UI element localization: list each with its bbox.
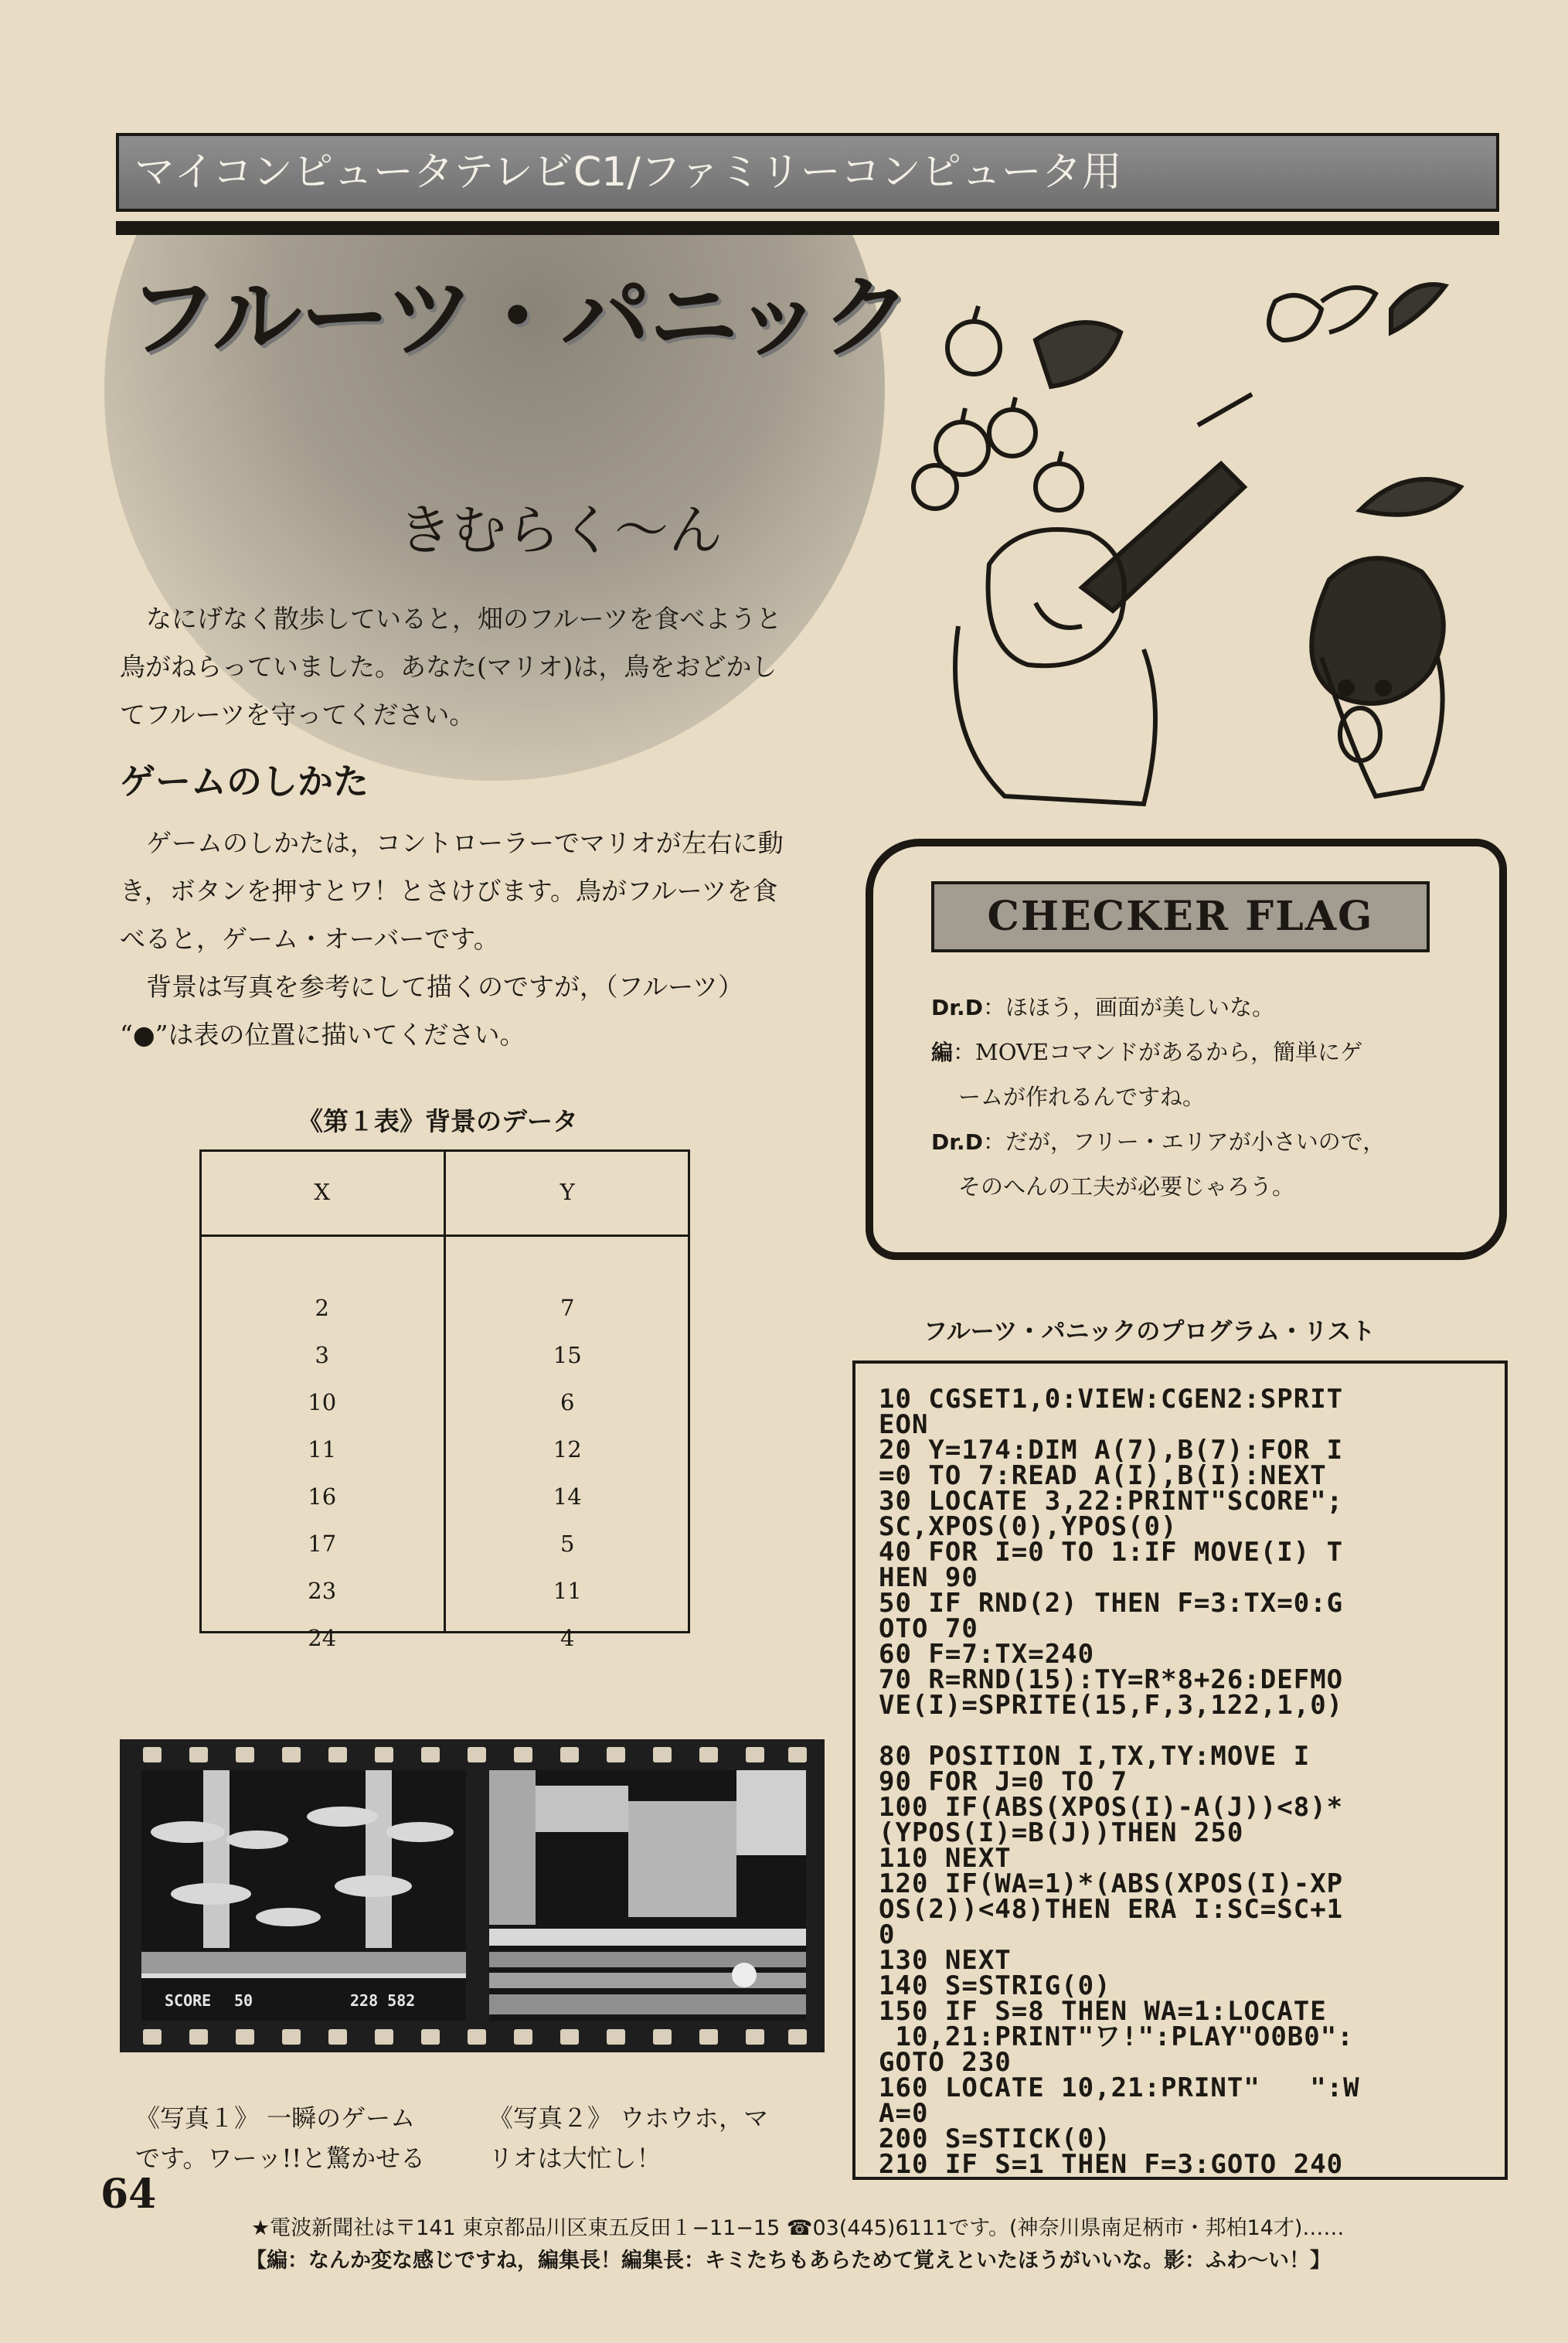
dialogue-line-4 xyxy=(931,1120,1385,1164)
listing-line: 200 S=STICK(0) xyxy=(879,2123,1111,2154)
game-screenshot-1 xyxy=(141,1770,466,2021)
listing-line: (YPOS(I)=B(J))THEN 250 xyxy=(879,1817,1244,1848)
intro-paragraph: なにげなく散歩していると，畑のフルーツを食べようと鳥がねらっていました。あなた(マリオ)は，鳥をおどかしてフルーツを守ってください。 xyxy=(120,604,782,730)
table-cell: 4 xyxy=(560,1624,575,1651)
table-cell: 7 xyxy=(560,1294,575,1321)
checker-flag-title: CHECKER FLAG xyxy=(931,881,1430,952)
series-band: マイコンピュータテレビC1/ファミリーコンピュータ用 xyxy=(116,133,1499,212)
howto-paragraph-3: “●”は表の位置に描いてください。 xyxy=(120,1020,526,1050)
listing-line: 160 LOCATE 10,21:PRINT" ":W xyxy=(879,2072,1360,2103)
dialogue-line-1 xyxy=(931,986,1274,1030)
listing-line: 0 xyxy=(879,1919,896,1950)
score-value: 50 xyxy=(234,1991,253,2010)
howto-paragraph-1: ゲームのしかたは，コントローラーでマリオが左右に動き，ボタンを押すとワ！とさけびます。鳥がフルーツを食べると，ゲーム・オーバーです。 xyxy=(120,828,784,954)
listing-line: 90 FOR J=0 TO 7 xyxy=(879,1766,1128,1797)
band-rule xyxy=(116,221,1499,235)
cartoon-illustration xyxy=(881,255,1499,835)
listing-line: 120 IF(WA=1)*(ABS(XPOS(I)-XP xyxy=(879,1868,1344,1899)
dialogue-speaker: Dr.D xyxy=(931,1129,983,1155)
dialogue-speaker: Dr.D xyxy=(931,995,983,1020)
listing-line: 10,21:PRINT"ワ!":PLAY"O0B0": xyxy=(895,2021,1354,2052)
listing-line: 50 IF RND(2) THEN F=3:TX=0:G xyxy=(879,1588,1344,1619)
dialogue-line-2 xyxy=(931,1030,1362,1074)
table-header-y: Y xyxy=(445,1149,691,1236)
game-screenshot-2 xyxy=(489,1770,806,2021)
position-readout: 228 582 xyxy=(350,1991,416,2010)
table-cell: 2 xyxy=(315,1294,329,1321)
listing-caption: フルーツ・パニックのプログラム・リスト xyxy=(923,1318,1376,1346)
photo-caption-2-line2: リオは大忙し！ xyxy=(488,2144,662,2173)
photo-caption-1-line1: 《写真１》 一瞬のゲーム xyxy=(135,2103,416,2133)
table-divider xyxy=(444,1149,446,1633)
listing-line: 70 R=RND(15):TY=R*8+26:DEFMO xyxy=(879,1664,1344,1695)
photo-caption-2-line1: 《写真２》 ウホウホ，マ xyxy=(488,2103,769,2133)
article-title: フルーツ・パニック xyxy=(128,266,910,370)
listing-line: 10 CGSET1,0:VIEW:CGEN2:SPRIT xyxy=(879,1384,1344,1415)
dialogue-text: そのへんの工夫が必要じゃろう。 xyxy=(958,1173,1295,1200)
table-cell: 12 xyxy=(553,1435,582,1463)
author-name: きむらく〜ん xyxy=(398,499,723,562)
listing-line: OTO 70 xyxy=(879,1613,978,1644)
score-label: SCORE xyxy=(165,1991,212,2010)
howto-text xyxy=(120,819,784,1059)
listing-line: EON xyxy=(879,1409,929,1440)
table-cell: 11 xyxy=(308,1435,337,1463)
howto-heading: ゲームのしかた xyxy=(120,761,369,802)
listing-line: 60 F=7:TX=240 xyxy=(879,1639,1095,1670)
table-cell: 17 xyxy=(308,1530,337,1557)
dialogue-text: ：MOVEコマンドがあるから，簡単にゲ xyxy=(953,1039,1363,1065)
listing-line: VE(I)=SPRITE(15,F,3,122,1,0) xyxy=(879,1690,1344,1721)
listing-line: 20 Y=174:DIM A(7),B(7):FOR I xyxy=(879,1435,1344,1466)
listing-line: GOTO 230 xyxy=(879,2047,1012,2078)
photo-caption-2 xyxy=(488,2098,768,2178)
table-cell: 11 xyxy=(553,1577,582,1604)
listing-line: SC,XPOS(0),YPOS(0) xyxy=(879,1511,1178,1542)
table-cell: 15 xyxy=(553,1341,582,1368)
dialogue-speaker: 編 xyxy=(931,1040,954,1065)
listing-line: A=0 xyxy=(879,2098,929,2129)
listing-line: 150 IF S=8 THEN WA=1:LOCATE xyxy=(879,1996,1327,2027)
program-listing-box xyxy=(852,1361,1508,2180)
table-cell: 6 xyxy=(560,1388,575,1415)
listing-line: 110 NEXT xyxy=(879,1843,1012,1874)
listing-line: 100 IF(ABS(XPOS(I)-A(J))<8)* xyxy=(879,1792,1344,1823)
dialogue-line-5 xyxy=(958,1165,1294,1208)
listing-line: 30 LOCATE 3,22:PRINT"SCORE"; xyxy=(879,1486,1344,1517)
table-header-x: X xyxy=(199,1149,445,1236)
dialogue-text: ：だが，フリー・エリアが小さいので， xyxy=(982,1129,1386,1155)
table-cell: 16 xyxy=(308,1483,337,1510)
footer-note-2: 【編：なんか変な感じですね，編集長！編集長：キミたちもあらためて覚えといたほうがいいな。影：ふわ〜い！】 xyxy=(246,2249,1331,2273)
listing-line: 130 NEXT xyxy=(879,1945,1012,1976)
listing-line: =0 TO 7:READ A(I),B(I):NEXT xyxy=(879,1460,1327,1491)
footer-note-1: ★電波新聞社は〒141 東京都品川区東五反田１−11−15 ☎03(445)6111です。(神奈川県南足柄市・邦柏14才)…… xyxy=(251,2216,1345,2240)
photo-caption-1 xyxy=(135,2098,425,2178)
page-number: 64 xyxy=(100,2171,157,2218)
dialogue-text: ームが作れるんですね。 xyxy=(958,1084,1206,1110)
dialogue-text: ：ほほう，画面が美しいな。 xyxy=(982,994,1274,1020)
listing-line: 140 S=STRIG(0) xyxy=(879,1970,1111,2001)
listing-line: 40 FOR I=0 TO 1:IF MOVE(I) T xyxy=(879,1537,1344,1568)
table-cell: 24 xyxy=(308,1624,337,1651)
photo-filmstrip xyxy=(120,1739,825,2052)
program-listing xyxy=(879,1384,1497,2180)
table-cell: 3 xyxy=(315,1341,329,1368)
table-cell: 10 xyxy=(308,1388,337,1415)
photo-caption-1-line2: です。ワーッ!!と驚かせる xyxy=(135,2144,426,2173)
table-caption: 《第１表》背景のデータ xyxy=(298,1106,578,1136)
howto-paragraph-2: 背景は写真を参考にして描くのですが，（フルーツ） xyxy=(146,972,743,1002)
dialogue-line-3 xyxy=(958,1075,1205,1119)
listing-line: HEN 90 xyxy=(879,1562,978,1593)
table-cell: 5 xyxy=(560,1530,575,1557)
listing-line: OS(2))<48)THEN ERA I:SC=SC+1 xyxy=(879,1894,1344,1925)
listing-line: 80 POSITION I,TX,TY:MOVE I xyxy=(879,1741,1311,1772)
table-cell: 23 xyxy=(308,1577,337,1604)
table-cell: 14 xyxy=(553,1483,582,1510)
listing-line: 210 IF S=1 THEN F=3:GOTO 240 xyxy=(879,2149,1344,2180)
